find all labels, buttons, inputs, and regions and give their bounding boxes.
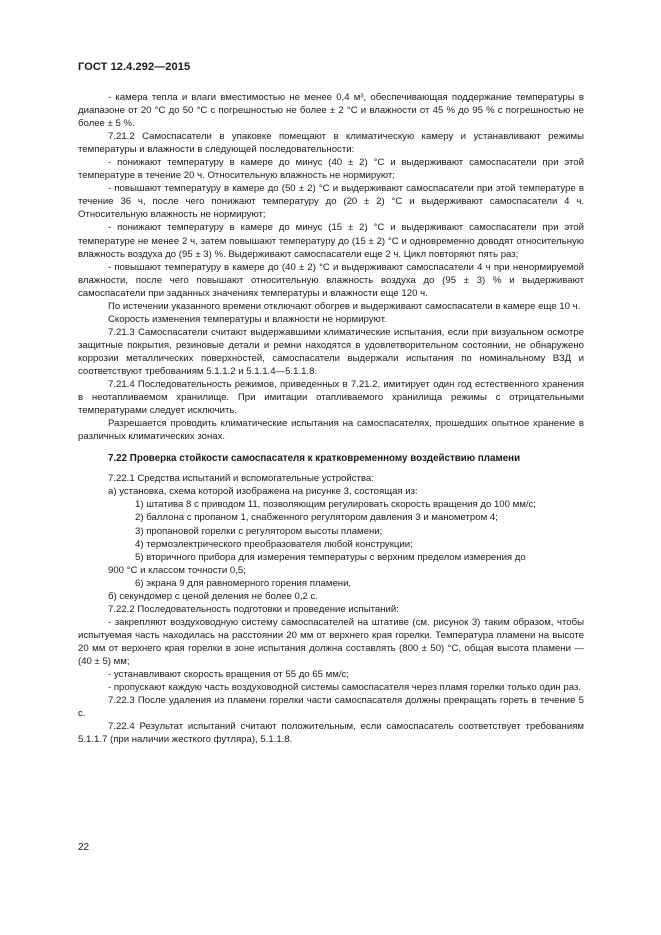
paragraph: - повышают температуру в камере до (50 ± 2) °С и выдерживают самоспасатели при этой температуре в течение 36 ч, после чего понижают температуру до (20 ± 2) °С и выдерживают самоспасатели 4 ч. Относительную влажность не нормируют; [78,183,584,221]
page-number: 22 [78,842,90,853]
list-item: 6) экрана 9 для равномерного горения пламени, [135,577,352,589]
list-item: а) установка, схема которой изображена на рисунке 3, состоящая из: [108,486,418,498]
list-item: б) секундомер с ценой деления не более 0,2 с. [108,590,318,602]
paragraph: 7.21.2 Самоспасатели в упаковке помещают в климатическую камеру и устанавливают режимы температуры и влажности в следующей последовательности: [78,131,584,156]
paragraph: 7.21.4 Последовательность режимов, приведенных в 7.21.2, имитирует один год естественного хранения в неотапливаемом хранилище. При имитации отапливаемого хранилища режимы с отрицательными температурами следует исключить. [78,379,584,417]
paragraph: Скорость изменения температуры и влажности не нормируют. [108,313,387,325]
paragraph: По истечении указанного времени отключают обогрев и выдерживают самоспасатели в камере еще 10 ч. [108,300,581,312]
paragraph: 7.22.2 Последовательность подготовки и проведение испытаний: [108,603,399,615]
list-item: 5) вторичного прибора для измерения температуры с верхним пределом измерения до [135,551,526,563]
list-item: 2) баллона с пропаном 1, снабженного регулятором давления 3 и манометром 4; [135,512,498,524]
paragraph: - закрепляют воздуховодную систему самоспасателей на штативе (см. рисунок 3) таким образом, чтобы испытуемая часть находилась на расстоянии 20 мм от верхнего края горелки. Температура пламени на высоте 20 мм от верхнего края горелки в зоне испытания должна составлять (800 ± 50) °С, общая высота пламени — (40 ± 5) мм; [78,616,584,667]
paragraph: - понижают температуру в камере до минус (15 ± 2) °С и выдерживают самоспасатели при этой температуре не менее 2 ч, затем повышают температуру до (15 ± 2) °С и одновременно доводят относительную влажность воздуха до (95 ± 3) %. Выдерживают самоспасатели еще 2 ч. Цикл повторяют пять раз; [78,222,584,260]
section-heading: 7.22 Проверка стойкости самоспасателя к кратковременному воздействию пламени [108,453,521,465]
paragraph: - понижают температуру в камере до минус (40 ± 2) °С и выдерживают самоспасатели при этой температуре в течение 20 ч. Относительную влажность не нормируют; [78,157,584,182]
paragraph: - устанавливают скорость вращения от 55 до 65 мм/с; [108,669,349,681]
paragraph: 7.22.1 Средства испытаний и вспомогательные устройства: [108,473,374,485]
list-item: 1) штатива 8 с приводом 11, позволяющим регулировать скорость вращения до 100 мм/с; [135,499,536,511]
paragraph: Разрешается проводить климатические испытания на самоспасателях, прошедших опытное хранение в различных климатических зонах. [78,418,584,443]
paragraph: 7.21.3 Самоспасатели считают выдержавшими климатические испытания, если при визуальном осмотре защитные покрытия, резиновые детали и ремни находятся в удовлетворительном состоянии, не обнаружено коррозии металлических поверхностей, самоспасатели выдержали испытания по номинальному ВЗД и соответствуют требованиям 5.1.1.2 и 5.1.1.4—5.1.1.8. [78,326,584,377]
paragraph: - пропускают каждую часть воздуховодной системы самоспасателя через пламя горелки только один раз. [108,682,582,694]
paragraph: 7.22.4 Результат испытаний считают положительным, если самоспасатель соответствует требованиям 5.1.1.7 (при наличии жесткого футляра), 5.1.1.8. [78,721,584,746]
paragraph: - повышают температуру в камере до (40 ± 2) °С и выдерживают самоспасатели 4 ч при ненормируемой влажности, после чего повышают относительную влажность воздуха до (95 ± 3) % и выдерживают самоспасатели при заданных значениях температуры и влажности еще 120 ч. [78,261,584,299]
list-item-continuation: 900 °С и классом точности 0,5; [108,564,246,576]
document-header: ГОСТ 12.4.292—2015 [78,61,191,73]
list-item: 3) пропановой горелки с регулятором высоты пламени; [135,525,383,537]
paragraph: 7.22.3 После удаления из пламени горелки части самоспасателя должны прекращать гореть в течение 5 с. [78,695,584,720]
list-item: 4) термоэлектрического преобразователя любой конструкции; [135,538,413,550]
paragraph: - камера тепла и влаги вместимостью не менее 0,4 м³, обеспечивающая поддержание температуры в диапазоне от 20 °С до 50 °С с погрешностью не более ± 2 °С и влажности от 45 % до 95 % с погрешностью не более ± 5 %. [78,92,584,130]
document-body [78,91,584,746]
